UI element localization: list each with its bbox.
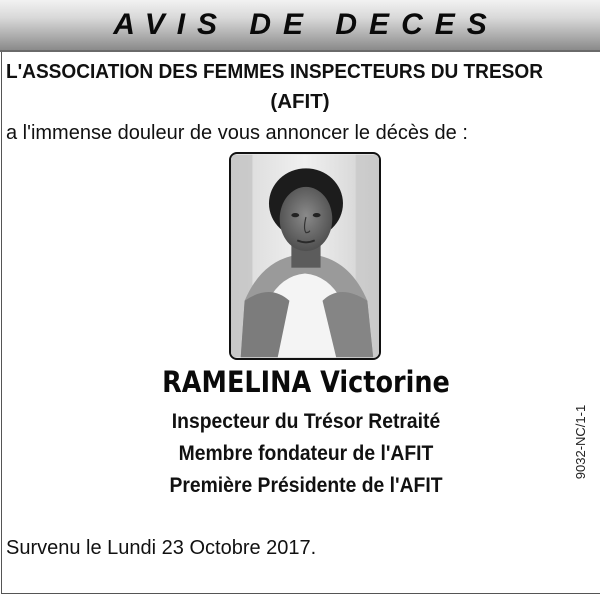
deceased-name: RAMELINA Victorine bbox=[162, 365, 450, 399]
association-name: L'ASSOCIATION DES FEMMES INSPECTEURS DU TRESOR bbox=[6, 60, 543, 83]
notice-title: AVIS DE DECES bbox=[113, 8, 499, 41]
portrait-photo bbox=[229, 152, 381, 360]
header-band bbox=[0, 0, 600, 52]
reference-code: 9032-NC/1-1 bbox=[573, 404, 588, 480]
deceased-role-3: Première Présidente de l'AFIT bbox=[169, 474, 443, 497]
deceased-role-2: Membre fondateur de l'AFIT bbox=[178, 442, 434, 465]
date-of-death: Survenu le Lundi 23 Octobre 2017. bbox=[6, 537, 317, 559]
portrait-illustration bbox=[231, 154, 379, 358]
intro-text: a l'immense douleur de vous annoncer le décès de : bbox=[6, 122, 468, 144]
deceased-role-1: Inspecteur du Trésor Retraité bbox=[171, 410, 441, 433]
association-acronym: (AFIT) bbox=[270, 90, 330, 113]
